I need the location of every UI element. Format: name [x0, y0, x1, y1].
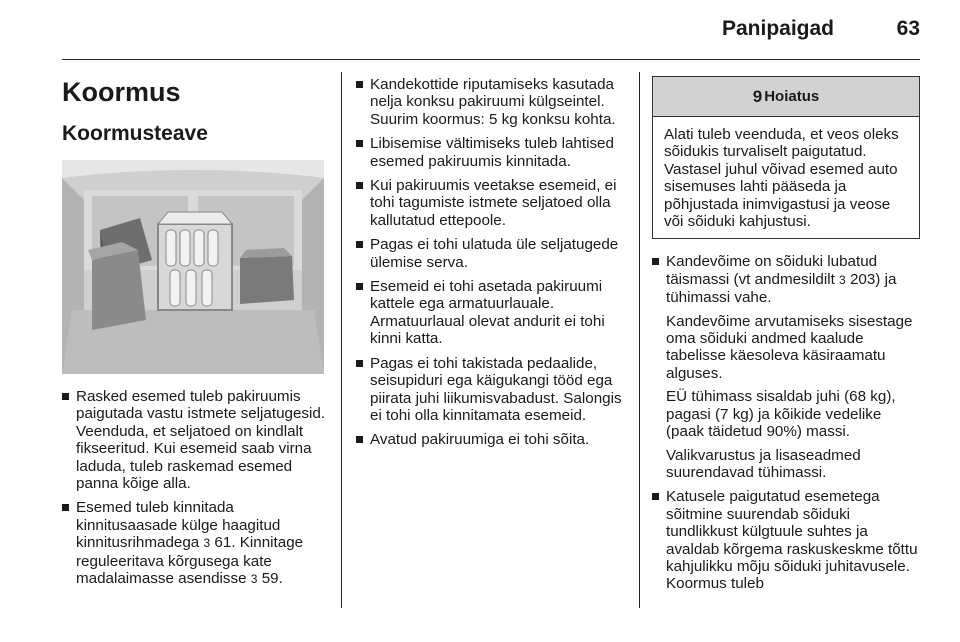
- list-item: Kui pakiruumis veetakse esemeid, ei tohi tagumiste istmete seljatoed olla kallutatud ettepoole.: [356, 177, 628, 229]
- chapter-title: Panipaigad: [721, 17, 834, 40]
- list-item: Kandekottide riputamiseks kasutada nelja konksu pakiruumi külgseintel. Suurim koormus: 5 kg konksu kohta.: [356, 76, 628, 128]
- list-item-paragraph: Kandevõime arvutamiseks sisestage oma sõiduki andmed kaalude tabelisse käesoleva käsiraamatu alguses.: [666, 312, 913, 382]
- list-item-paragraph: EÜ tühimass sisaldab juhi (68 kg), pagasi (7 kg) ja kõikide vedelike (paak täidetud 90%) massi.: [666, 388, 896, 441]
- list-item: Pagas ei tohi takistada pedaalide, seisupiduri ega käigukangi tööd ega piirata juhi liikumisvabadust. Salongis ei tohi olla kinnitamata esemeid.: [356, 355, 628, 425]
- section-heading: Koormus: [62, 77, 181, 107]
- load-rules-list: [356, 76, 628, 449]
- list-item: Pagas ei tohi ulatuda üle seljatugede ülemise serva.: [356, 236, 628, 271]
- page-reference-icon: 3: [839, 272, 846, 287]
- list-item: Avatud pakiruumiga ei tohi sõita.: [356, 431, 628, 448]
- list-item: Libisemise vältimiseks tuleb lahtised esemed pakiruumis kinnitada.: [356, 135, 628, 170]
- column-1: [62, 76, 330, 595]
- list-item: Esemeid ei tohi asetada pakiruumi kattele ega armatuurlauale. Armatuurlaual olevat andurit ei tohi kinni katta.: [356, 278, 628, 348]
- warning-box: [652, 76, 920, 239]
- list-item-paragraph: Valikvarustus ja lisaseadmed suurendavad tühimassi.: [666, 446, 861, 481]
- warning-title: Hoiatus: [764, 88, 820, 105]
- warning-header: [653, 77, 919, 117]
- warning-triangle-icon: 9: [752, 86, 763, 106]
- page-reference-icon: 3: [250, 572, 258, 587]
- cargo-area-illustration: [62, 160, 324, 374]
- payload-list: [652, 253, 920, 592]
- list-item: Rasked esemed tuleb pakiruumis paigutada vastu istmete seljatugesid. Veenduda, et seljatoed on kindlalt fikseeritud. Kui esemeid saab virna laduda, tuleb raskemad esemed panna kõige alla.: [62, 388, 330, 492]
- page-header: [0, 0, 960, 62]
- load-info-list: [62, 388, 330, 588]
- section-subheading: Koormusteave: [62, 122, 208, 145]
- cargo-photo-svg: [62, 160, 324, 374]
- warning-text: Alati tuleb veenduda, et veos oleks sõidukis turvaliselt paigutatud. Vastasel juhul võivad esemed auto sisemuses lahti pääseda ja põhjustada inimvigastusi ja veose või sõiduki kahjustusi.: [664, 126, 899, 231]
- list-item: Katusele paigutatud esemetega sõitmine suurendab sõiduki tundlikkust külgtuule suhtes ja avaldab kõrgema raskuskeskme tõttu kahjulikku mõju sõiduki juhitavusele. Koormus tuleb: [652, 488, 920, 592]
- column-2: [356, 76, 628, 456]
- page-number: 63: [896, 17, 920, 40]
- column-divider-1: [341, 72, 342, 608]
- header-divider: [62, 59, 920, 60]
- list-item: Kandevõime on sõiduki lubatud täismassi (vt andmesildilt 3 203) ja tühimassi vahe. Kandevõime arvutamiseks sisestage oma sõiduki andmed kaalude tabelisse käesoleva käsiraamatu alguses. EÜ tühimass sisaldab juhi (68 kg), pagasi (7 kg) ja kõikide vedelike (paak täidetud 90%) massi. Valikvarustus ja lisaseadmed suurendavad tühimassi.: [652, 253, 920, 481]
- page-reference-icon: 3: [203, 536, 211, 551]
- list-item: Esemed tuleb kinnitada kinnitusaasade külge haagitud kinnitusrihmadega 3 61. Kinnitage reguleeritava kõrgusega kate madalaimasse asendisse 3 59.: [62, 499, 330, 588]
- column-3: [652, 76, 920, 600]
- column-divider-2: [639, 72, 640, 608]
